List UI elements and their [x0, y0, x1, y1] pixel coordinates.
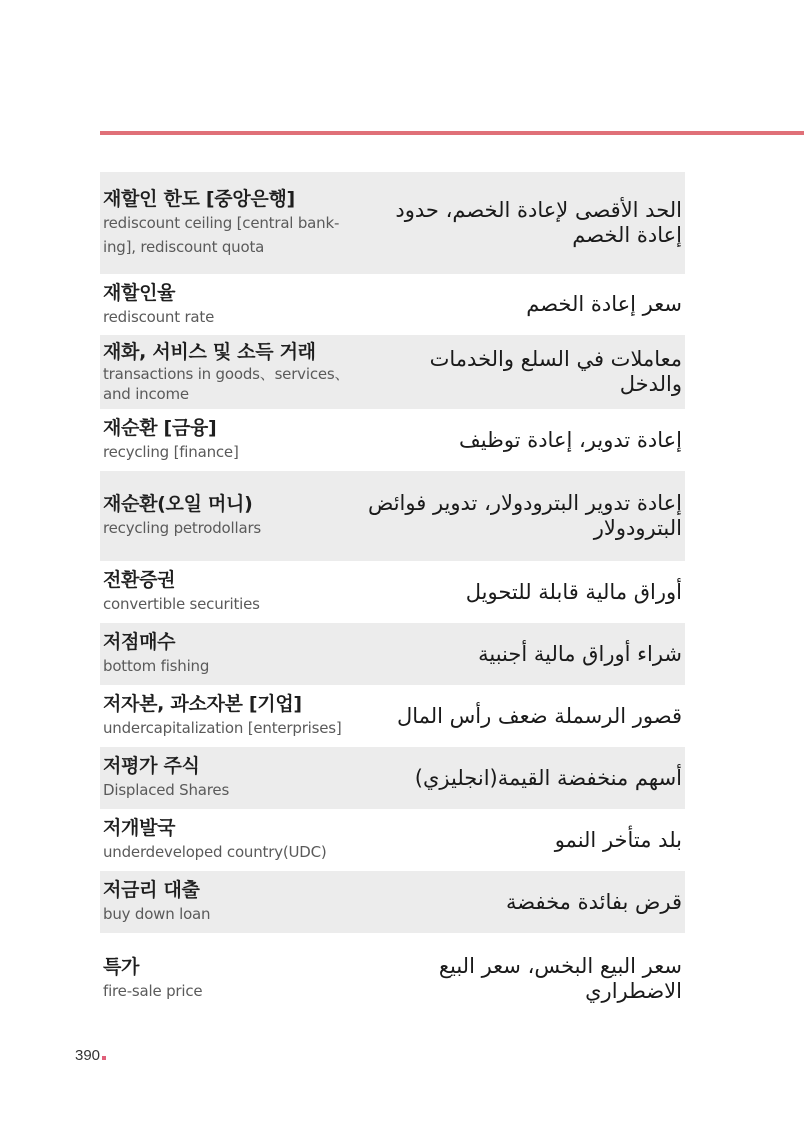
english-term: fire-sale price [103, 982, 203, 1000]
korean-term: 재할인율 [103, 281, 176, 304]
glossary-entry [100, 685, 685, 747]
glossary-list [100, 172, 685, 1025]
english-term: buy down loan [103, 905, 211, 923]
glossary-entry [100, 871, 685, 933]
glossary-entry [100, 561, 685, 623]
korean-term: 특가 [103, 956, 140, 978]
arabic-term: إعادة تدوير البترودولار، تدوير فوائض البترودولار [367, 491, 682, 540]
english-term: bottom fishing [103, 657, 210, 675]
glossary-entry [100, 172, 685, 274]
korean-term: 재순환 [금융] [103, 417, 217, 439]
glossary-entry [100, 933, 685, 1025]
arabic-term: شراء أوراق مالية أجنبية [478, 641, 682, 666]
korean-term: 저금리 대출 [103, 879, 200, 901]
page-number: 390 [75, 1047, 106, 1064]
top-accent-rule [100, 131, 804, 135]
english-term: rediscount ceiling [central bank-ing], rediscount quota [103, 214, 340, 256]
arabic-term: أوراق مالية قابلة للتحويل [465, 579, 682, 604]
korean-term: 전환증권 [103, 569, 176, 591]
korean-term: 저자본, 과소자본 [기업] [103, 693, 302, 715]
english-term: undercapitalization [enterprises] [103, 719, 342, 737]
english-term: Displaced Shares [103, 781, 230, 799]
korean-term: 저점매수 [103, 631, 176, 653]
korean-term: 저개발국 [103, 817, 176, 839]
arabic-term: سعر إعادة الخصم [526, 292, 682, 316]
korean-term: 저평가 주식 [103, 755, 200, 777]
arabic-term: أسهم منخفضة القيمة(انجليزي) [414, 765, 682, 790]
glossary-entry [100, 335, 685, 409]
korean-term: 재화, 서비스 및 소득 거래 [103, 341, 316, 363]
english-term: rediscount rate [103, 307, 215, 326]
arabic-term: بلد متأخر النمو [554, 827, 682, 852]
korean-term: 재할인 한도 [중앙은행] [103, 188, 295, 210]
page-number-dot [102, 1056, 106, 1060]
english-term: transactions in goods、services、and income [103, 365, 350, 403]
arabic-term: قصور الرسملة ضعف رأس المال [396, 703, 682, 728]
glossary-entry [100, 274, 685, 335]
glossary-entry [100, 471, 685, 561]
english-term: recycling petrodollars [103, 519, 262, 537]
arabic-term: سعر البيع البخس، سعر البيع الاضطراري [438, 954, 682, 1003]
arabic-term: قرض بفائدة مخفضة [506, 889, 682, 914]
arabic-term: الحد الأقصى لإعادة الخصم، حدود إعادة الخصم [395, 198, 682, 247]
english-term: convertible securities [103, 595, 260, 613]
glossary-entry [100, 623, 685, 685]
arabic-term: معاملات في السلع والخدمات والدخل [429, 347, 682, 396]
english-term: recycling [finance] [103, 443, 239, 461]
glossary-entry [100, 747, 685, 809]
english-term: underdeveloped country(UDC) [103, 843, 327, 861]
glossary-entry [100, 809, 685, 871]
korean-term: 재순환(오일 머니) [103, 493, 253, 515]
arabic-term: إعادة تدوير، إعادة توظيف [459, 427, 682, 452]
glossary-entry [100, 409, 685, 471]
